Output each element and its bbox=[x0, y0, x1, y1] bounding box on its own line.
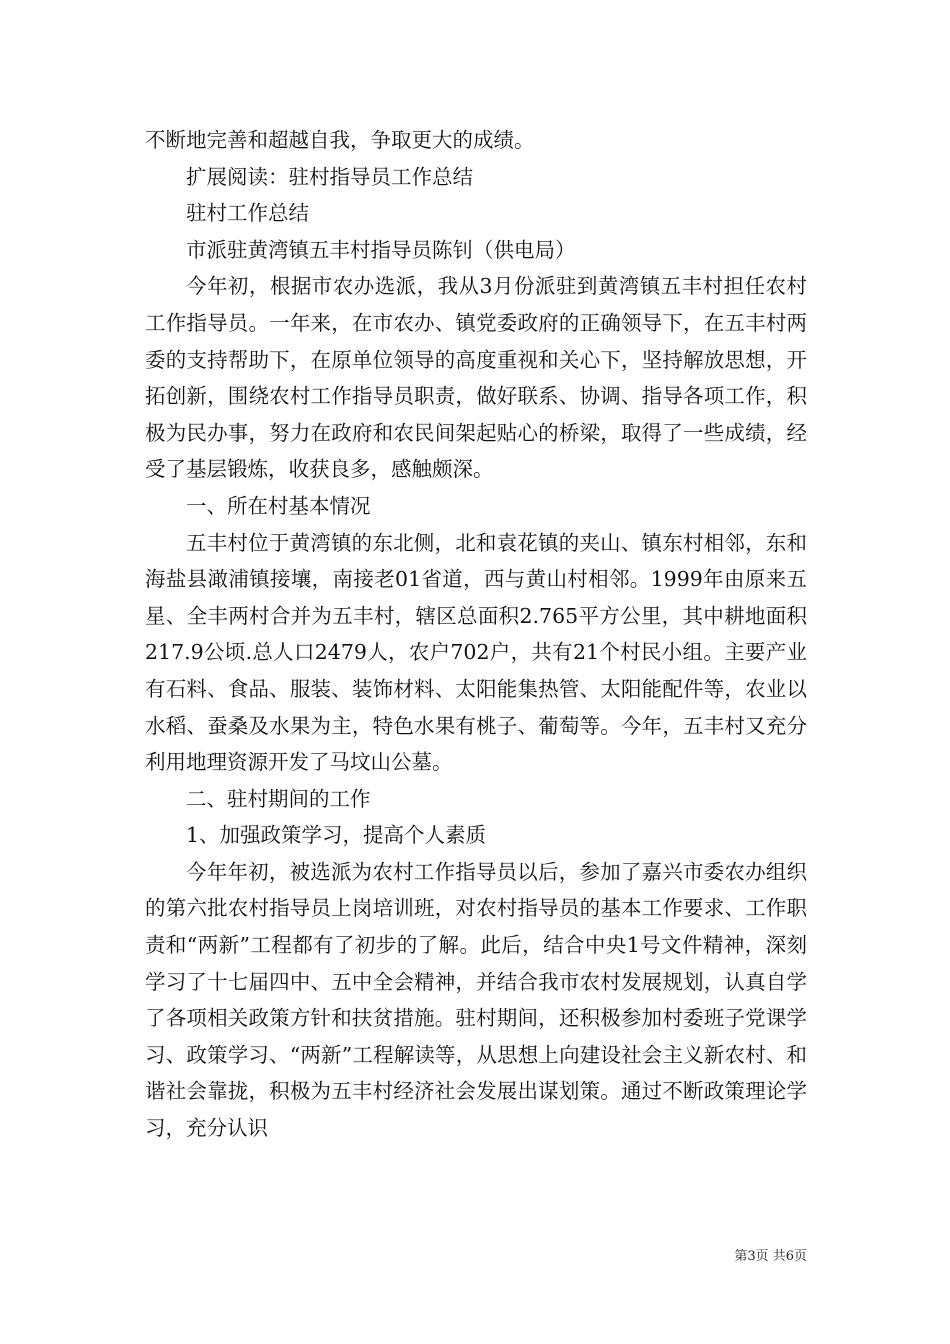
paragraph-village-overview: 五丰村位于黄湾镇的东北侧，北和袁花镇的夹山、镇东村相邻，东和海盐县澉浦镇接壤，南接老01省道，西与黄山村相邻。1999年由原来五星、全丰两村合并为五丰村，辖区总面积2.765平方公里，其中耕地面积217.9公顷.总人口2479人，农户702户，共有21个村民小组。主要产业有石料、食品、服装、装饰材料、太阳能集热管、太阳能配件等，农业以水稻、蚕桑及水果为主，特色水果有桃子、葡萄等。今年，五丰村又充分利用地理资源开发了马坟山公墓。 bbox=[145, 530, 807, 775]
page-number: 第3页 共6页 bbox=[734, 1249, 807, 1264]
section-title: 驻村工作总结 bbox=[186, 201, 309, 226]
document-body bbox=[145, 122, 807, 1147]
paragraph-intro: 今年初，根据市农办选派，我从3月份派驻到黄湾镇五丰村担任农村工作指导员。一年来，在市农办、镇党委政府的正确领导下，在五丰村两委的支持帮助下，在原单位领导的高度重视和关心下，坚持解放思想，开拓创新，围绕农村工作指导员职责，做好联系、协调、指导各项工作，积极为民办事，努力在政府和农民间架起贴心的桥梁，取得了一些成绩，经受了基层锻炼，收获良多，感触颇深。 bbox=[145, 274, 807, 482]
subheading-policy-study: 1、加强政策学习，提高个人素质 bbox=[186, 823, 487, 848]
heading-village-overview: 一、所在村基本情况 bbox=[186, 493, 371, 518]
heading-work-during-stay: 二、驻村期间的工作 bbox=[186, 786, 371, 811]
extended-reading-heading: 扩展阅读：驻村指导员工作总结 bbox=[186, 164, 473, 189]
author-line: 市派驻黄湾镇五丰村指导员陈钊（供电局） bbox=[186, 237, 576, 262]
paragraph-policy-study: 今年年初，被选派为农村工作指导员以后，参加了嘉兴市委农办组织的第六批农村指导员上岗培训班，对农村指导员的基本工作要求、工作职责和“两新”工程都有了初步的了解。此后，结合中央1号文件精神，深刻学习了十七届四中、五中全会精神，并结合我市农村发展规划，认真自学了各项相关政策方针和扶贫措施。驻村期间，还积极参加村委班子党课学习、政策学习、“两新”工程解读等，从思想上向建设社会主义新农村、和谐社会靠拢，积极为五丰村经济社会发展出谋划策。通过不断政策理论学习，充分认识 bbox=[145, 859, 807, 1141]
paragraph-continuation: 不断地完善和超越自我，争取更大的成绩。 bbox=[145, 128, 535, 152]
